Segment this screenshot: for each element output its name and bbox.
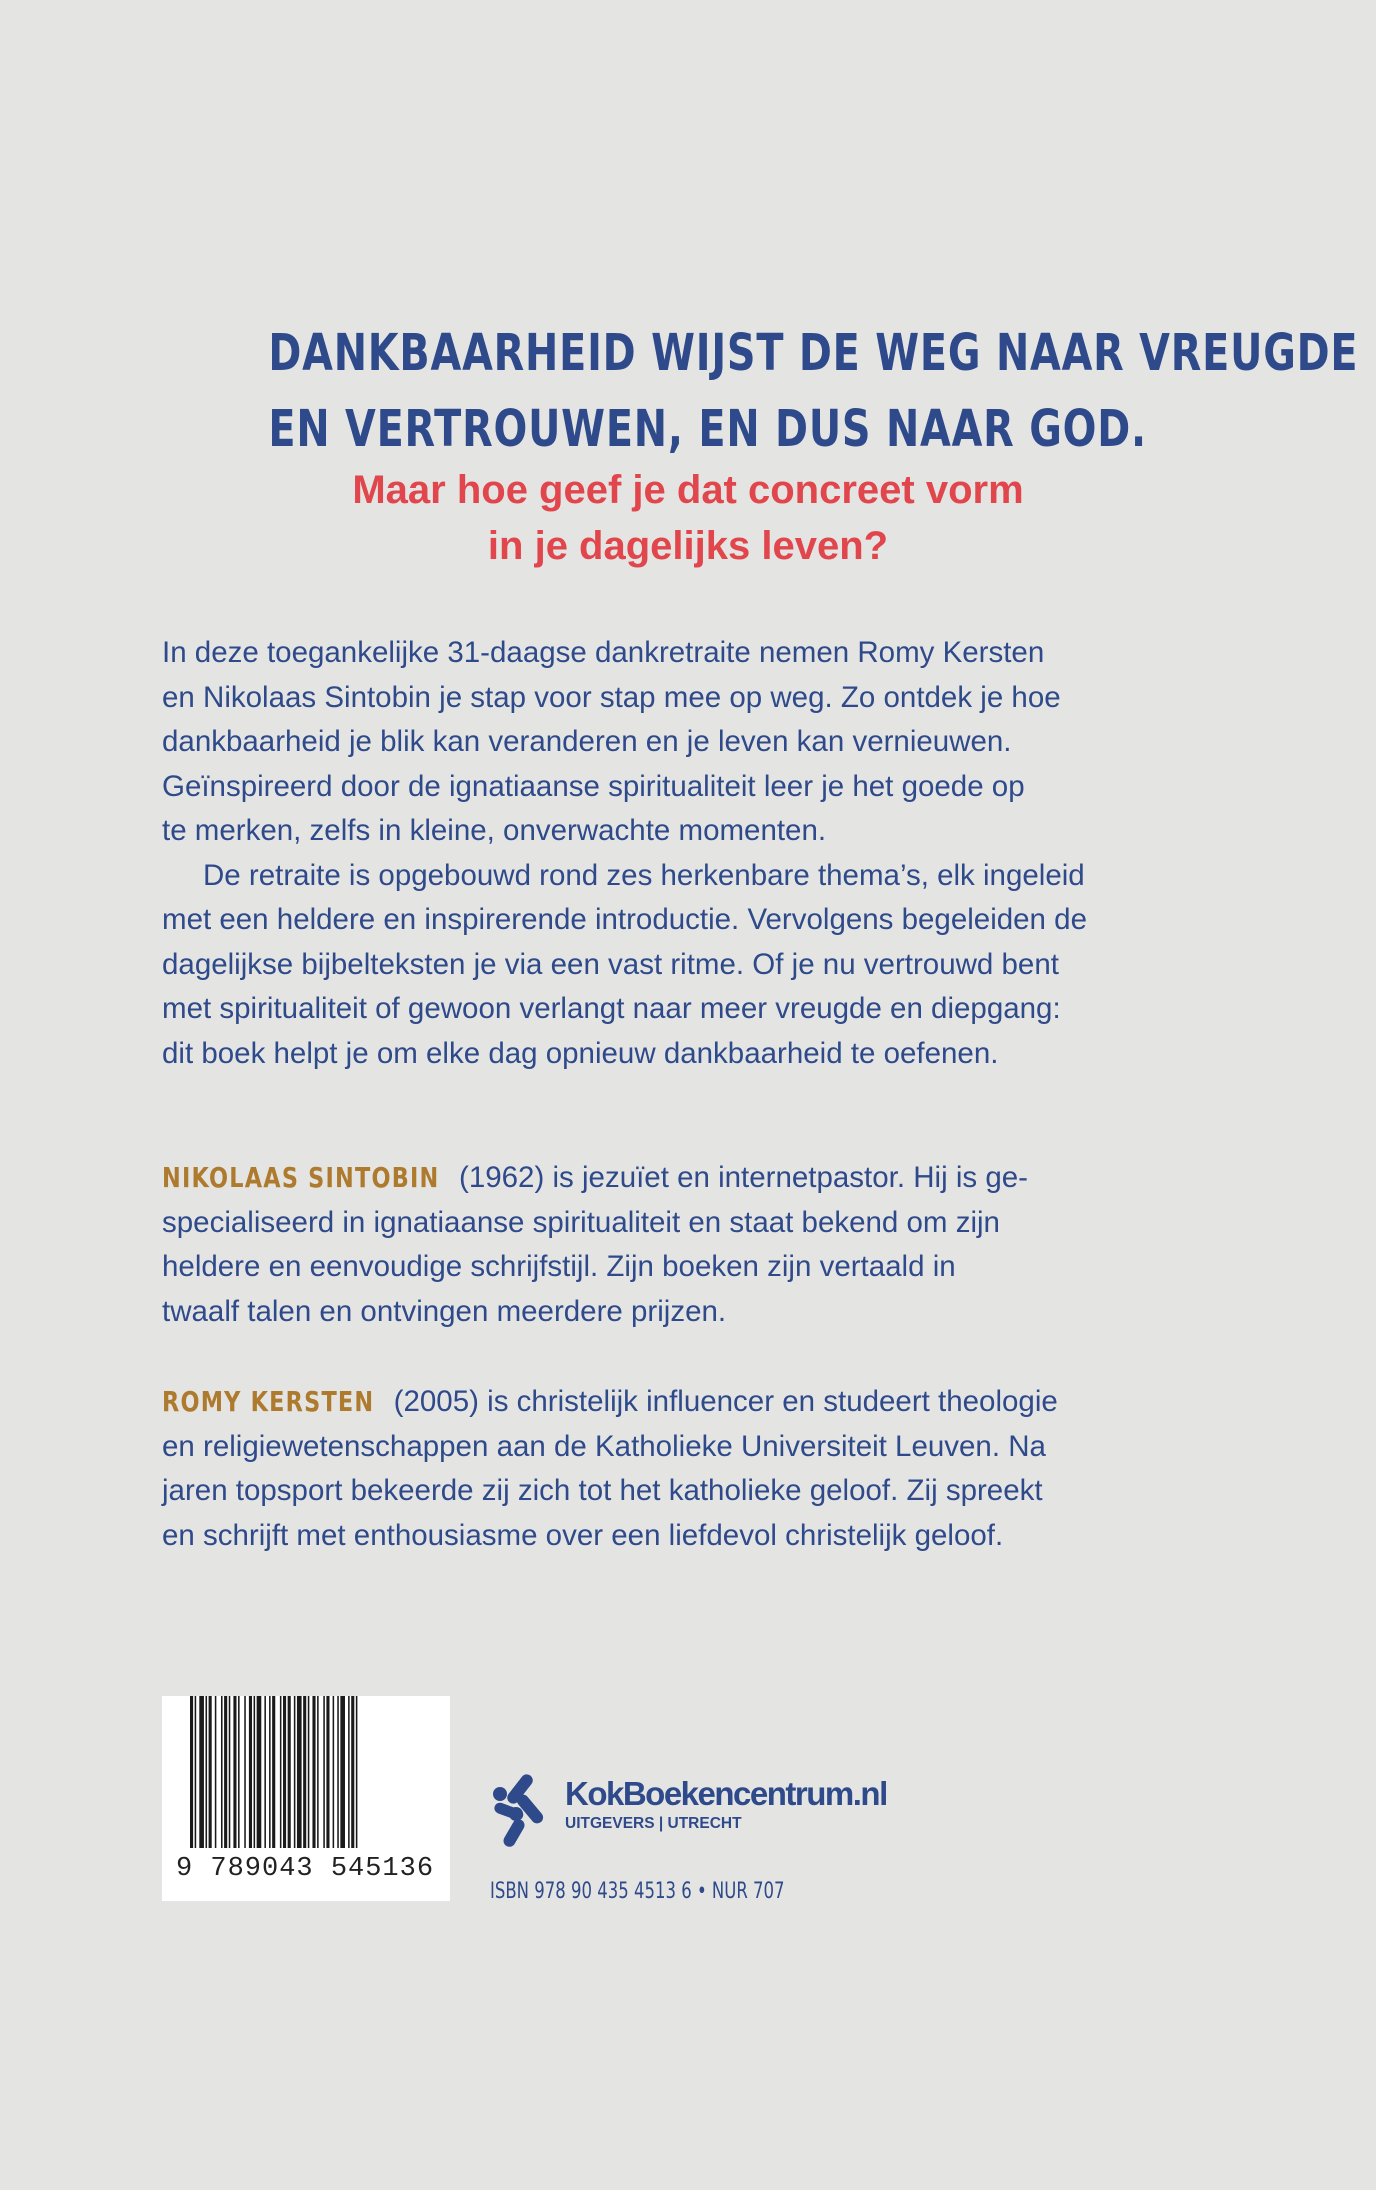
intro-line: De retraite is opgebouwd rond zes herkenbare thema’s, elk ingeleid: [203, 858, 1085, 892]
intro-line: met een heldere en inspirerende introductie. Vervolgens begeleiden de: [162, 903, 1087, 936]
headline: [268, 316, 1359, 468]
headline-line-2: EN VERTROUWEN, EN DUS NAAR GOD.: [268, 400, 1147, 459]
author-name: NIKOLAAS SINTOBIN: [162, 1161, 440, 1194]
bio-line: en religiewetenschappen aan de Katholieke Universiteit Leuven. Na: [162, 1429, 1046, 1463]
author-bio-sintobin: [162, 1156, 1222, 1334]
intro-paragraphs: [162, 631, 1222, 1076]
intro-line: te merken, zelfs in kleine, onverwachte momenten.: [162, 814, 827, 847]
bio-line: jaren topsport bekeerde zij zich tot het katholieke geloof. Zij spreekt: [162, 1474, 1043, 1507]
bio-first-line: [162, 1380, 1222, 1425]
bio-first-line-text: (2005) is christelijk influencer en studeert theologie: [385, 1385, 1058, 1418]
bio-line: specialiseerd in ignatiaanse spiritualiteit en staat bekend om zijn: [162, 1205, 1000, 1239]
intro-line: Geïnspireerd door de ignatiaanse spiritualiteit leer je het goede op: [162, 769, 1025, 803]
bio-line: en schrijft met enthousiasme over een liefdevol christelijk geloof.: [162, 1518, 1004, 1552]
bio-line: heldere en eenvoudige schrijfstijl. Zijn boeken zijn vertaald in: [162, 1250, 956, 1283]
barcode: [162, 1696, 450, 1901]
subheadline-line-1: Maar hoe geef je dat concreet vorm: [352, 468, 1024, 512]
intro-line: dagelijkse bijbelteksten je via een vast ritme. Of je nu vertrouwd bent: [162, 947, 1059, 981]
intro-line: In deze toegankelijke 31-daagse dankretraite nemen Romy Kersten: [162, 636, 1045, 669]
isbn-nur: ISBN 978 90 435 4513 6 • NUR 707: [490, 1879, 785, 1904]
bio-line: twaalf talen en ontvingen meerdere prijzen.: [162, 1294, 727, 1328]
author-bio-kersten: [162, 1380, 1222, 1558]
barcode-bars: [190, 1696, 430, 1856]
author-name: ROMY KERSTEN: [162, 1385, 375, 1418]
bio-first-line-text: (1962) is jezuïet en internetpastor. Hij is ge-: [450, 1161, 1028, 1194]
publisher-name: KokBoekencentrum.nl: [565, 1775, 887, 1812]
publisher-subtitle: UITGEVERS | UTRECHT: [565, 1815, 742, 1832]
headline-line-1: DANKBAARHEID WIJST DE WEG NAAR VREUGDE: [268, 324, 1359, 383]
kokboekencentrum-logo-icon: [490, 1762, 556, 1852]
barcode-digits: 9 789043 545136: [176, 1854, 435, 1884]
intro-line: en Nikolaas Sintobin je stap voor stap mee op weg. Zo ontdek je hoe: [162, 680, 1061, 714]
intro-line: dankbaarheid je blik kan veranderen en je leven kan vernieuwen.: [162, 725, 1012, 758]
bio-first-line: [162, 1156, 1222, 1201]
subheadline-line-2: in je dagelijks leven?: [487, 524, 889, 568]
intro-line: dit boek helpt je om elke dag opnieuw dankbaarheid te oefenen.: [162, 1036, 999, 1070]
subheadline: [150, 462, 1226, 574]
intro-line: met spiritualiteit of gewoon verlangt naar meer vreugde en diepgang:: [162, 992, 1061, 1025]
